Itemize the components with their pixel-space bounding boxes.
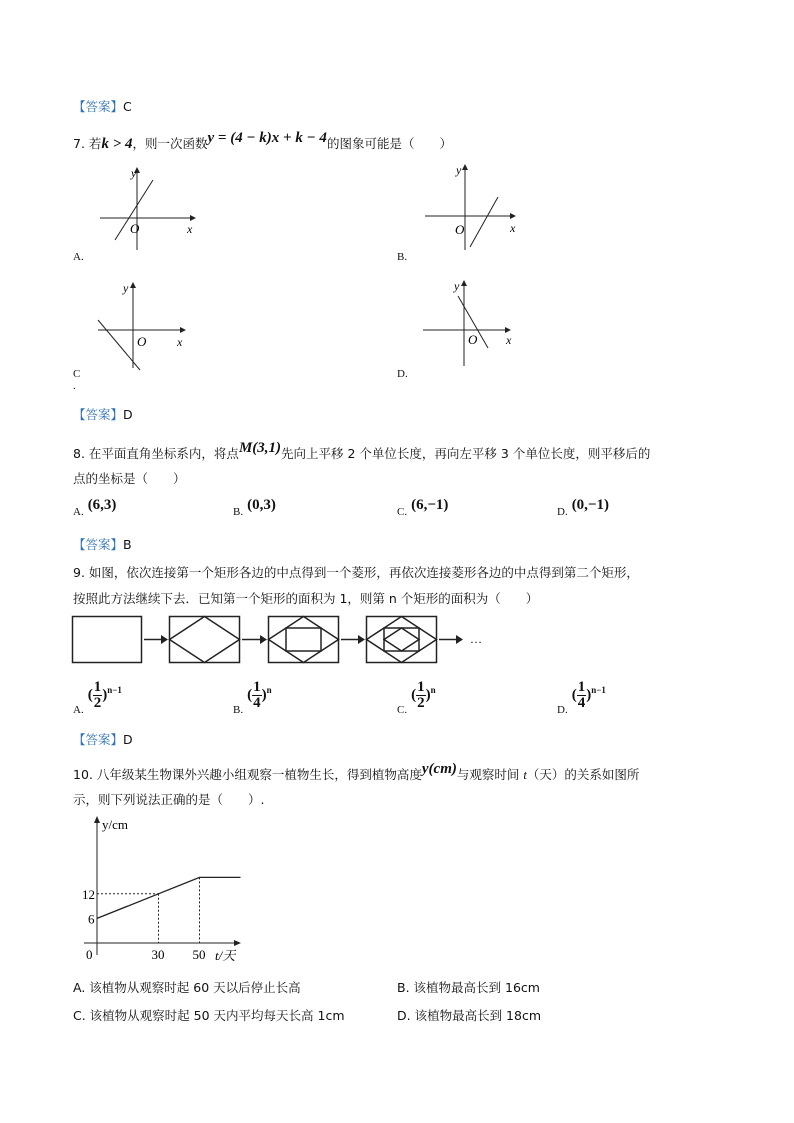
exponent: n−1 [107, 684, 122, 695]
origin-label: O [137, 334, 147, 349]
value: (6,−1) [411, 497, 449, 513]
fraction-power: ( $\frac{1}{4}$ )$^n$ [247, 679, 272, 711]
x-axis-arrow [234, 940, 241, 946]
answer-label: 【答案】 [73, 537, 124, 552]
answer-value: B [123, 537, 132, 552]
question-number: 8. [73, 446, 85, 461]
y-tick-label: 6 [88, 911, 95, 927]
question-number: 7. [73, 136, 85, 151]
numerator: 1 [93, 679, 102, 695]
fraction-power: ( $\frac{1}{4}$ )$^{n-1}$ [571, 679, 606, 711]
axis-y-label: y [454, 279, 460, 293]
numerator: 1 [577, 679, 586, 695]
q9-option-a[interactable] [73, 680, 122, 716]
axis-y-label: y [456, 163, 462, 177]
label: D. [557, 506, 568, 518]
question-10-line2: 示，则下列说法正确的是（ ）. [73, 792, 265, 807]
y-tick-label: 12 [82, 886, 95, 902]
data-line [97, 877, 241, 918]
math-var-t: t [523, 768, 527, 782]
text: 如图，依次连接第一个矩形各边的中点得到一个菱形，再依次连接菱形各边的中点得到第二个矩形， [88, 565, 639, 580]
graph-option-d [420, 278, 530, 373]
q9-option-c[interactable] [397, 680, 436, 716]
text: 在平面直角坐标系内，将点 [88, 446, 239, 461]
fraction-power: ( $\frac{1}{2}$ )$^n$ [411, 679, 436, 711]
denominator: 4 [577, 695, 586, 711]
option-a-label[interactable]: A. [73, 251, 84, 263]
question-9-line2: 按照此方法继续下去．已知第一个矩形的面积为 1，则第 n 个矩形的面积为（ ） [73, 591, 539, 606]
answer-label: 【答案】 [73, 732, 124, 747]
question-number: 10. [73, 767, 93, 782]
axis-x-label: x [506, 333, 512, 347]
fraction-power: ( $\frac{1}{2}$ )$^{n-1}$ [87, 679, 122, 711]
label: D. [557, 703, 568, 716]
graph-option-b [420, 162, 530, 252]
label: C. [397, 506, 408, 518]
answer-label: 【答案】 [73, 99, 124, 114]
value: (0,−1) [571, 497, 609, 513]
answer-label: 【答案】 [73, 407, 124, 422]
text: 若 [88, 136, 102, 151]
q8-option-b[interactable] [233, 497, 276, 520]
exponent: n [430, 684, 436, 695]
text: 先向上平移 2 个单位长度，再向左平移 3 个单位长度，则平移后的 [281, 446, 651, 461]
q8-option-d[interactable] [557, 497, 609, 520]
option-d-label[interactable]: D. [397, 368, 408, 380]
ellipsis: … [470, 632, 482, 646]
graph-option-c [95, 280, 205, 375]
q10-option-a[interactable]: A. 该植物从观察时起 60 天以后停止长高 [73, 980, 301, 995]
x-axis-label: t/天 [215, 948, 236, 963]
dot: . [73, 380, 76, 392]
label: B. [233, 506, 244, 518]
question-8-line1 [73, 440, 651, 463]
axis-x-label: x [510, 221, 516, 235]
q9-option-b[interactable] [233, 680, 272, 716]
origin-label: O [130, 221, 140, 236]
axis-x-label: x [177, 335, 183, 349]
graph-option-a [95, 165, 205, 255]
question-10-line1 [73, 761, 640, 784]
text: ，则一次函数 [132, 136, 208, 151]
axis-y-label: y [131, 166, 137, 180]
denominator: 4 [253, 695, 261, 711]
origin-label: O [455, 222, 465, 237]
numerator: 1 [253, 679, 261, 695]
numerator: 1 [417, 679, 425, 695]
answer-value: C [123, 99, 132, 114]
exponent: n−1 [591, 684, 606, 695]
question-number: 9. [73, 565, 85, 580]
question-7 [73, 130, 452, 153]
answer-value: D [123, 407, 133, 422]
denominator: 2 [93, 695, 102, 711]
value: (6,3) [87, 497, 117, 513]
x-tick-label: 30 [151, 947, 165, 962]
y-axis-label: y/cm [102, 817, 128, 832]
answer-q6 [73, 97, 132, 115]
x-tick-label: 0 [86, 947, 93, 962]
label: A. [73, 506, 84, 518]
math-var-y: y(cm) [421, 761, 457, 777]
q10-option-d[interactable]: D. 该植物最高长到 18cm [397, 1008, 542, 1023]
q8-option-a[interactable] [73, 497, 117, 520]
label: C [73, 368, 81, 380]
answer-q8 [73, 535, 132, 553]
q9-option-d[interactable] [557, 680, 606, 716]
math-function: y = (4 − k)x + k − 4 [207, 130, 327, 146]
answer-q7 [73, 405, 133, 423]
q8-option-c[interactable] [397, 497, 449, 520]
x-tick-label: 50 [192, 947, 206, 962]
answer-value: D [123, 732, 133, 747]
value: (0,3) [247, 497, 276, 513]
question-9-line1 [73, 563, 639, 581]
option-c-label[interactable] [73, 368, 80, 392]
text: 的图象可能是（ ） [326, 136, 452, 151]
question-8-line2: 点的坐标是（ ） [73, 471, 186, 486]
math-point: M(3,1) [238, 440, 282, 456]
answer-q9 [73, 730, 133, 748]
axis-x-label: x [187, 222, 193, 236]
label: A. [73, 703, 84, 716]
y-axis-arrow [94, 816, 100, 823]
option-b-label[interactable]: B. [397, 251, 408, 263]
rectangle-sequence-figure [72, 616, 502, 664]
denominator: 2 [417, 695, 425, 711]
text: 与观察时间 [456, 767, 520, 782]
label: C. [397, 703, 408, 716]
axis-y-label: y [123, 281, 129, 295]
q10-option-c[interactable]: C. 该植物从观察时起 50 天内平均每天长高 1cm [73, 1008, 345, 1023]
text: 八年级某生物课外兴趣小组观察一植物生长，得到植物高度 [96, 767, 422, 782]
text: （天）的关系如图所 [526, 767, 640, 782]
math-condition: k > 4 [101, 136, 133, 152]
growth-chart [80, 815, 250, 970]
origin-label: O [468, 332, 478, 347]
q10-option-b[interactable]: B. 该植物最高长到 16cm [397, 980, 540, 995]
label: B. [233, 703, 244, 716]
exponent: n [266, 684, 272, 695]
